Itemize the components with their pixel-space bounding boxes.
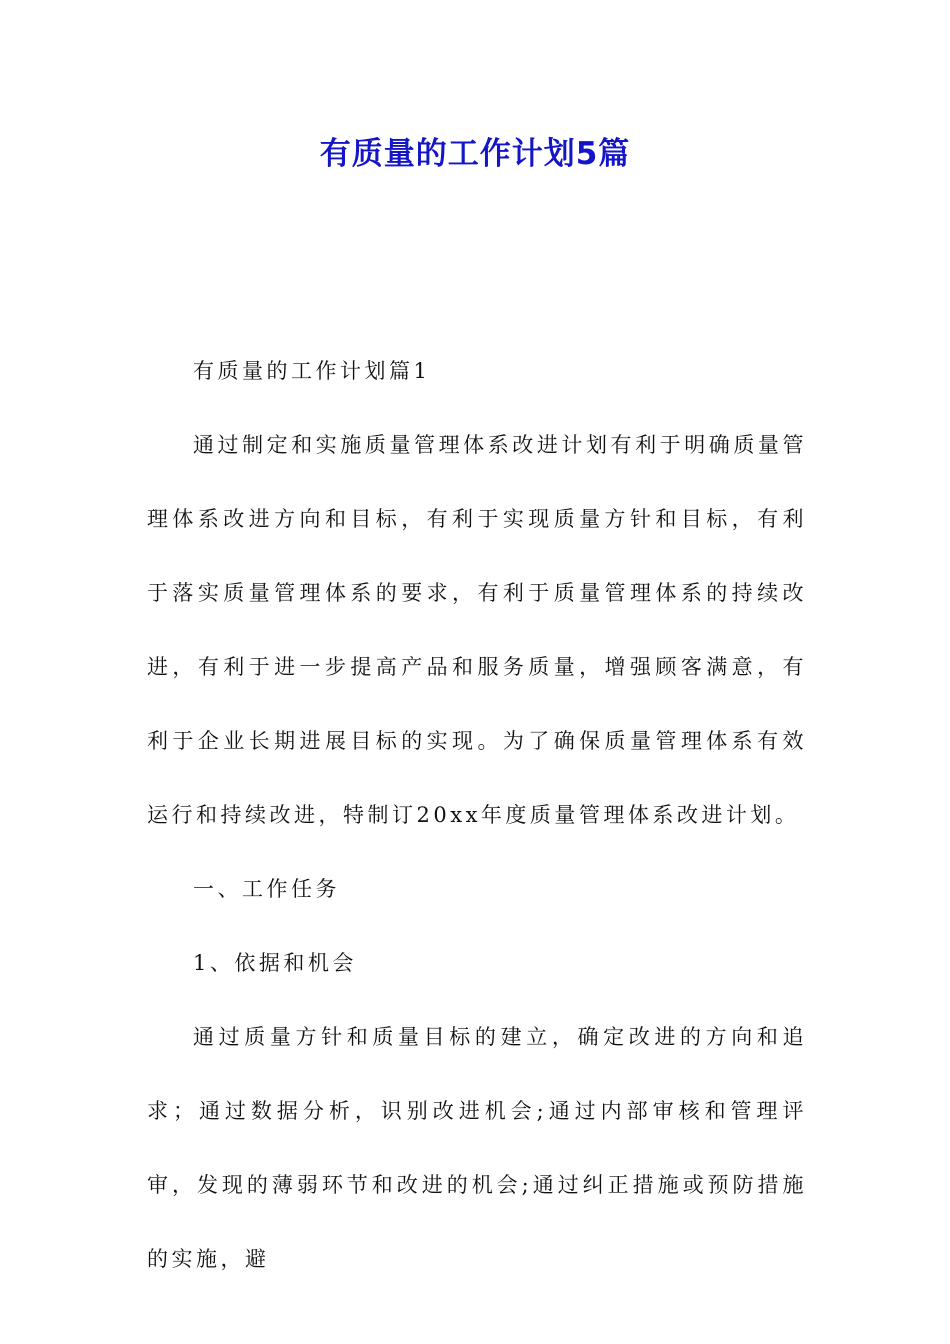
section-heading: 一、工作任务 (193, 877, 340, 901)
subsection-heading: 1、依据和机会 (193, 951, 357, 975)
body-paragraph: 通过制定和实施质量管理体系改进计划有利于明确质量管理体系改进方向和目标，有利于实现质量方针和目标，有利于落实质量管理体系的要求，有利于质量管理体系的持续改进，有利于进一步提高产品和服务质量，增强顾客满意，有利于企业长期进展目标的实现。为了确保质量管理体系有效运行和持续改进，特制订20xx年度质量管理体系改进计划。 (147, 433, 807, 827)
document-title: 有质量的工作计划5篇 (319, 136, 631, 172)
body-paragraph: 通过质量方针和质量目标的建立，确定改进的方向和追求；通过数据分析，识别改进机会;通过内部审核和管理评审，发现的薄弱环节和改进的机会;通过纠正措施或预防措施的实施，避 (147, 1025, 807, 1271)
document-body (147, 334, 807, 1296)
section-heading: 有质量的工作计划篇1 (193, 359, 431, 383)
